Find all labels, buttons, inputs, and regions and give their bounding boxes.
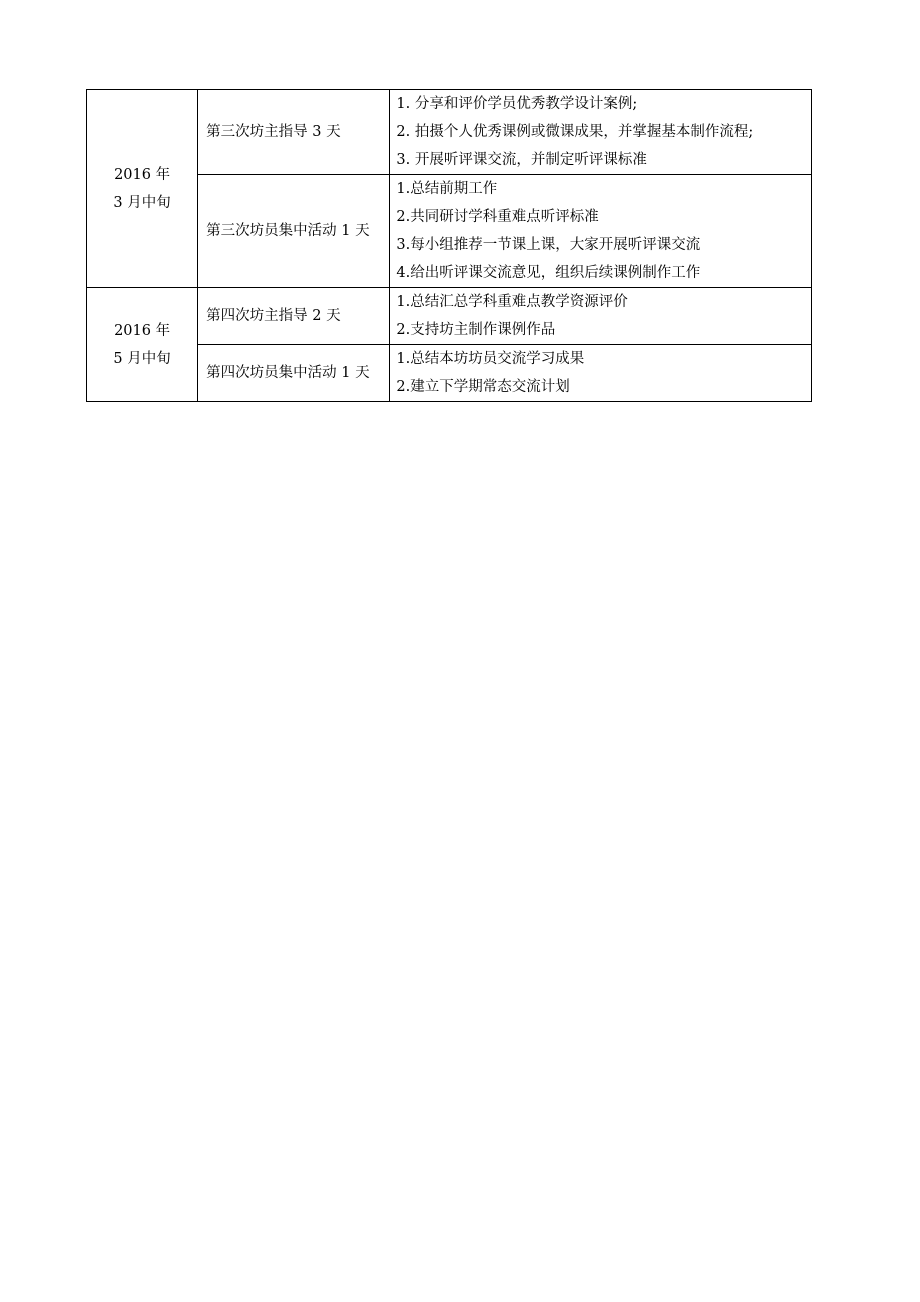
content-list xyxy=(396,90,807,174)
date-period: 5 月中旬 xyxy=(113,350,171,367)
content-cell xyxy=(390,90,812,175)
table-row xyxy=(87,288,812,345)
table-row xyxy=(87,90,812,175)
list-item: 3. 开展听评课交流，并制定听评课标准 xyxy=(396,152,647,168)
list-item: 1.总结本坊坊员交流学习成果 xyxy=(396,351,585,367)
date-period: 3 月中旬 xyxy=(113,194,171,211)
content-list xyxy=(396,288,807,344)
activity-cell: 第四次坊主指导 2 天 xyxy=(198,288,390,345)
content-cell xyxy=(390,288,812,345)
content-list xyxy=(396,345,807,401)
list-item: 3.每小组推荐一节课上课，大家开展听评课交流 xyxy=(396,237,701,253)
date-cell xyxy=(87,90,198,288)
list-item: 1. 分享和评价学员优秀教学设计案例; xyxy=(396,96,638,112)
content-list xyxy=(396,175,807,287)
activity-cell: 第三次坊员集中活动 1 天 xyxy=(198,175,390,288)
list-item: 1.总结汇总学科重难点教学资源评价 xyxy=(396,294,628,310)
list-item: 1.总结前期工作 xyxy=(396,181,498,197)
list-item: 2.建立下学期常态交流计划 xyxy=(396,379,570,395)
activity-cell: 第四次坊员集中活动 1 天 xyxy=(198,345,390,402)
list-item: 2. 拍摄个人优秀课例或微课成果，并掌握基本制作流程; xyxy=(396,124,754,140)
content-cell xyxy=(390,345,812,402)
date-year: 2016 年 xyxy=(114,166,171,183)
schedule-table xyxy=(86,89,812,402)
list-item: 2.支持坊主制作课例作品 xyxy=(396,322,556,338)
date-cell xyxy=(87,288,198,402)
list-item: 4.给出听评课交流意见，组织后续课例制作工作 xyxy=(396,265,701,281)
content-cell xyxy=(390,175,812,288)
date-year: 2016 年 xyxy=(114,322,171,339)
activity-cell: 第三次坊主指导 3 天 xyxy=(198,90,390,175)
list-item: 2.共同研讨学科重难点听评标准 xyxy=(396,209,599,225)
